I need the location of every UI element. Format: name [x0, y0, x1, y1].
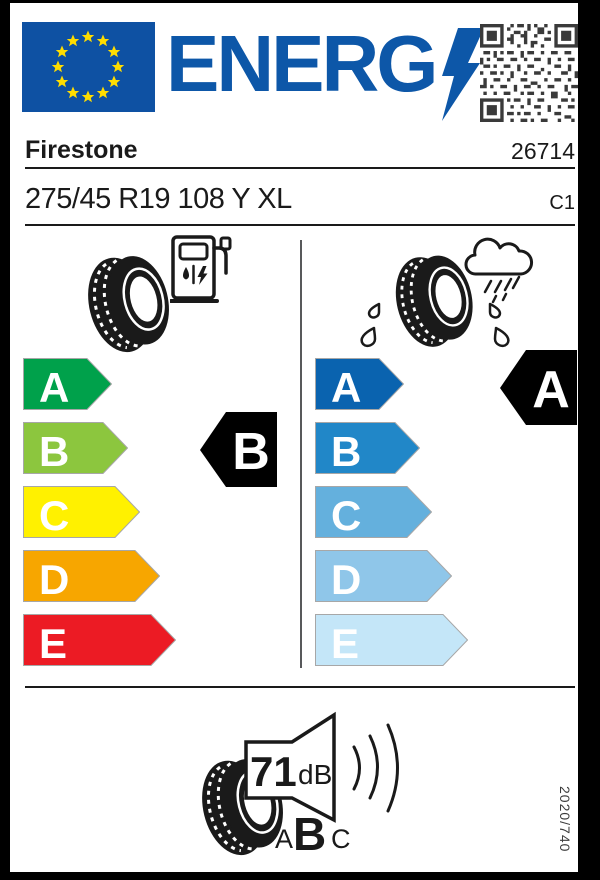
- regulation-number: 2020/740: [557, 786, 573, 853]
- svg-text:C: C: [39, 492, 70, 538]
- fuel-grade-arrow-b: [23, 422, 128, 474]
- article-number: 26714: [511, 138, 575, 164]
- divider-line: [25, 167, 575, 169]
- fuel-rating-pointer: [200, 412, 278, 488]
- svg-text:B: B: [232, 423, 270, 481]
- rain-cloud-icon: [460, 234, 540, 304]
- divider-line: [25, 224, 575, 226]
- divider-line: [25, 686, 575, 688]
- qr-code-icon: [479, 24, 579, 122]
- svg-text:D: D: [39, 556, 70, 602]
- wet-grade-arrow-d: [315, 550, 452, 602]
- svg-text:E: E: [39, 620, 68, 666]
- svg-text:A: A: [532, 361, 570, 419]
- svg-text:D: D: [331, 556, 362, 602]
- svg-text:C: C: [331, 492, 362, 538]
- brand-name: Firestone: [25, 136, 138, 164]
- eu-flag-icon: [22, 22, 155, 112]
- noise-value: 71: [250, 748, 297, 795]
- svg-text:B: B: [331, 428, 362, 474]
- svg-text:E: E: [331, 620, 360, 666]
- wet-grade-arrow-a: [315, 358, 404, 410]
- wet-rating-pointer: [500, 350, 578, 426]
- wet-grade-arrow-c: [315, 486, 432, 538]
- energy-label: [10, 3, 578, 872]
- wet-grade-arrow-b: [315, 422, 420, 474]
- wet-grade-arrow-e: [315, 614, 468, 666]
- svg-text:A: A: [39, 364, 70, 410]
- noise-class-a: A: [275, 824, 294, 854]
- tyre-size-designation: 275/45 R19 108 Y XL: [25, 183, 292, 215]
- fuel-grade-arrow-a: [23, 358, 112, 410]
- energy-logo-text: ENERG: [166, 19, 436, 108]
- fuel-grade-arrow-e: [23, 614, 176, 666]
- tyre-icon: [82, 247, 182, 357]
- tyre-class: C1: [549, 192, 575, 214]
- fuel-pump-icon: [170, 233, 232, 313]
- noise-class-c: C: [331, 824, 351, 854]
- noise-class-b-rating: B: [293, 808, 327, 860]
- fuel-grade-arrow-d: [23, 550, 160, 602]
- sound-waves-icon: [354, 725, 398, 811]
- loudspeaker-icon: [236, 705, 426, 860]
- fuel-grade-arrow-c: [23, 486, 140, 538]
- noise-unit: dB: [298, 759, 333, 790]
- column-divider: [300, 240, 302, 668]
- svg-text:B: B: [39, 428, 70, 474]
- svg-text:A: A: [331, 364, 362, 410]
